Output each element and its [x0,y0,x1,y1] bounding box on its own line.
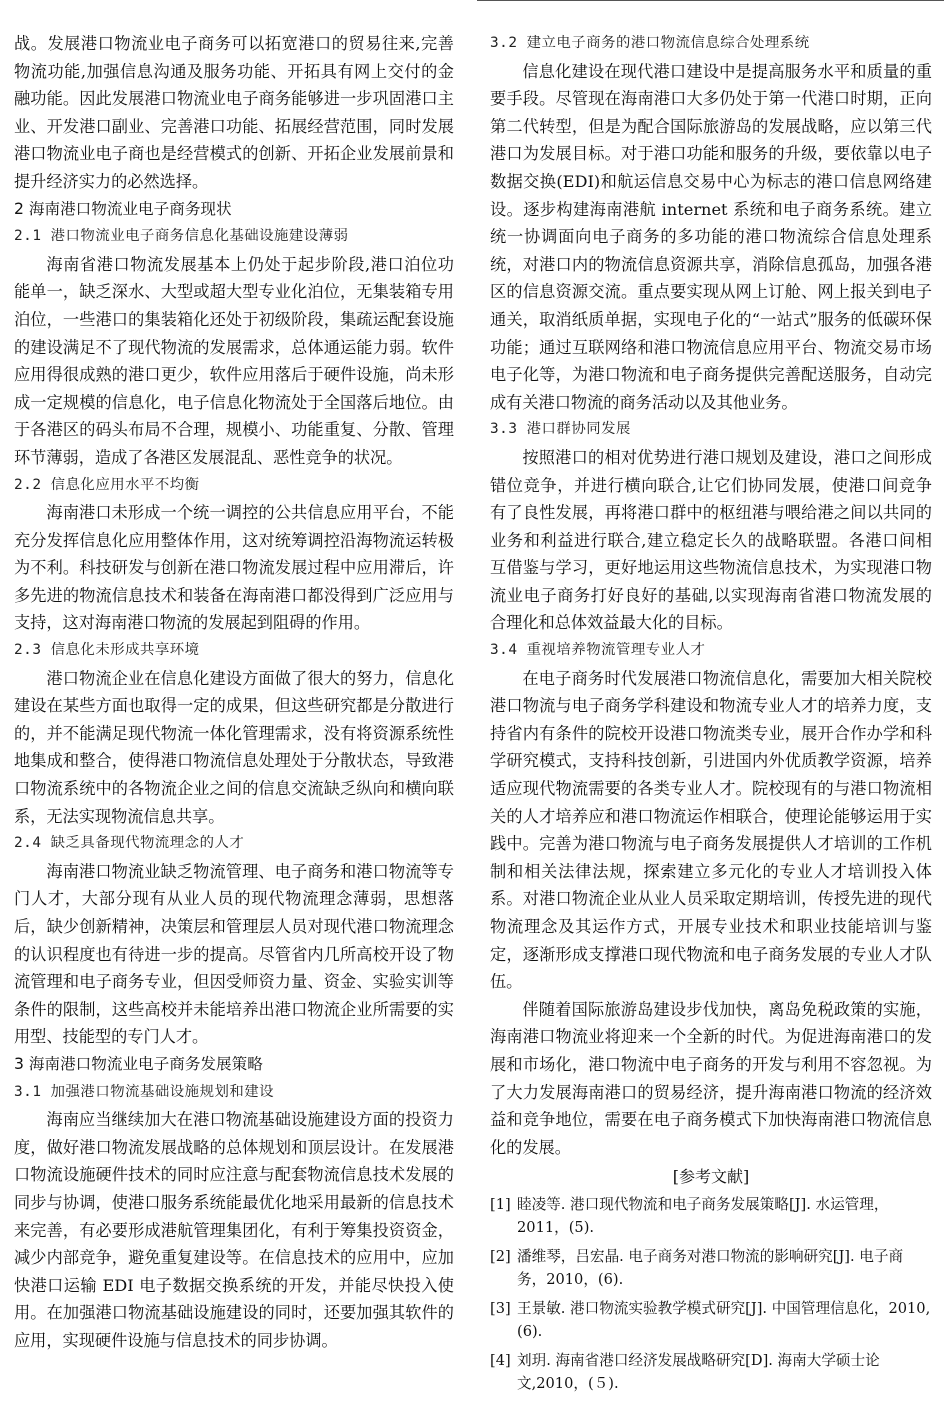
reference-number: [4] [490,1351,511,1369]
reference-text: 睦凌等. 港口现代物流和电子商务发展策略[J]. 水运管理，2011，(5). [517,1195,889,1236]
subsection-heading: 2.4 缺乏具备现代物流理念的人才 [14,835,245,852]
reference-item [490,1297,932,1343]
body-paragraph: 海南港口未形成一个统一调控的公共信息应用平台，不能充分发挥信息化应用整体作用，这对统筹调控沿海物流运转极为不利。科技研发与创新在港口物流发展过程中应用滞后，许多先进的物流信息技术和装备在海南港口都没得到广泛应用与支持，这对海南港口物流的发展起到阻碍的作用。 [14,503,454,633]
body-paragraph: 海南港口物流业缺乏物流管理、电子商务和港口物流等专门人才，大部分现有从业人员的现代物流理念薄弱，思想落后，缺少创新精神，决策层和管理层人员对现代港口物流理念的认识程度也有待进一步的提高。尽管省内几所高校开设了物流管理和电子商务专业，但因受师资力量、资金、实验实训等条件的限制，这些高校并未能培养出港口物流企业所需要的实用型、技能型的专门人才。 [14,861,454,1047]
reference-text: 王景敏. 港口物流实验教学模式研究[J]. 中国管理信息化，2010,(6). [517,1299,931,1340]
reference-item [490,1245,932,1291]
body-paragraph: 战。发展港口物流业电子商务可以拓宽港口的贸易往来,完善物流功能,加强信息沟通及服务功能、开拓具有网上交付的金融功能。因此发展港口物流业电子商务能够进一步巩固港口主业、开发港口副业、完善港口功能、拓展经营范围，同时发展港口物流业电子商也是经营模式的创新、开拓企业发展前景和提升经济实力的必然选择。 [14,34,454,191]
section-heading: 2 海南港口物流业电子商务现状 [14,199,232,218]
reference-item [490,1193,932,1239]
references-title: [参考文献] [672,1167,750,1187]
subsection-heading: 2.1 港口物流业电子商务信息化基础设施建设薄弱 [14,228,349,245]
right-column [490,30,932,1401]
subsection-heading: 2.3 信息化未形成共享环境 [14,642,200,659]
section-heading: 3 海南港口物流业电子商务发展策略 [14,1054,263,1073]
right-column-body [490,30,932,1161]
subsection-heading: 3.3 港口群协同发展 [490,421,631,438]
references-list [490,1193,932,1395]
left-column [14,30,454,1355]
reference-item [490,1349,932,1395]
body-paragraph: 海南省港口物流发展基本上仍处于起步阶段,港口泊位功能单一，缺乏深水、大型或超大型专业化泊位，无集装箱专用泊位，一些港口的集装箱化还处于初级阶段，集疏运配套设施的建设满足不了现代物流的发展需求，总体通运能力弱。软件应用得很成熟的港口更少，软件应用落后于硬件设施，尚未形成一定规模的信息化，电子信息化物流处于全国落后地位。由于各港区的码头布局不合理，规模小、功能重复、分散、管理环节薄弱，造成了各港区发展混乱、恶性竞争的状况。 [14,254,454,467]
subsection-heading: 2.2 信息化应用水平不均衡 [14,476,200,493]
reference-number: [2] [490,1247,511,1265]
body-paragraph: 在电子商务时代发展港口物流信息化，需要加大相关院校港口物流与电子商务学科建设和物流专业人才的培养力度，支持省内有条件的院校开设港口物流类专业，展开合作办学和科学研究模式，支持科技创新，引进国内外优质教学资源，培养适应现代物流需要的各类专业人才。院校现有的与港口物流相关的人才培养应和港口物流运作相联合，使理论能够运用于实践中。完善为港口物流与电子商务发展提供人才培训的工作机制和相关法律法规，探索建立多元化的专业人才培训投入体系。对港口物流企业从业人员采取定期培训，传授先进的现代物流理念及其运作方式，开展专业技术和职业技能培训与鉴定，逐渐形成支撑港口现代物流和电子商务发展的专业人才队伍。 [490,668,932,992]
reference-text: 潘维琴，吕宏晶. 电子商务对港口物流的影响研究[J]. 电子商务，2010，(6). [517,1247,904,1288]
reference-text: 刘玥. 海南省港口经济发展战略研究[D]. 海南大学硕士论文,2010，(５). [517,1351,880,1392]
body-paragraph: 按照港口的相对优势进行港口规划及建设，港口之间形成错位竞争，并进行横向联合,让它们协同发展，使港口间竞争有了良性发展，再将港口群中的枢纽港与喂给港之间以共同的业务和利益进行联合,建立稳定长久的战略联盟。各港口间相互借鉴与学习，更好地运用这些物流信息技术，为实现港口物流业电子商务打好良好的基础,以实现海南省港口物流发展的合理化和总体效益最大化的目标。 [490,447,932,633]
subsection-heading: 3.2 建立电子商务的港口物流信息综合处理系统 [490,35,810,51]
reference-number: [1] [490,1195,511,1213]
subsection-heading: 3.1 加强港口物流基础设施规划和建设 [14,1083,275,1100]
body-paragraph: 伴随着国际旅游岛建设步伐加快，离岛免税政策的实施，海南港口物流业将迎来一个全新的时代。为促进海南港口的发展和市场化，港口物流中电子商务的开发与利用不容忽视。为了大力发展海南港口的贸易经济，提升海南港口物流的经济效益和竞争地位，需要在电子商务模式下加快海南港口物流信息化的发展。 [490,999,932,1157]
body-paragraph: 港口物流企业在信息化建设方面做了很大的努力，信息化建设在某些方面也取得一定的成果，但这些研究都是分散进行的，并不能满足现代物流一体化管理需求，没有将资源系统性地集成和整合，使得港口物流信息处理处于分散状态，导致港口物流系统中的各物流企业之间的信息交流缺乏纵向和横向联系，无法实现物流信息共享。 [14,668,454,826]
body-paragraph: 海南应当继续加大在港口物流基础设施建设方面的投资力度，做好港口物流发展战略的总体规划和顶层设计。在发展港口物流设施硬件技术的同时应注意与配套物流信息技术发展的同步与协调，使港口服务系统能最优化地采用最新的信息技术来完善，有必要形成港航管理集团化，有利于筹集投资资金，减少内部竞争，避免重复建设等。在信息技术的应用中，应加快港口运输 EDI 电子数据交换系统的开发，并能尽快投入使用。在加强港口物流基础设施建设的同时，还要加强其软件的应用，实现硬件设施与信息技术的同步协调。 [14,1110,454,1350]
header-rule [477,0,944,1]
subsection-heading: 3.4 重视培养物流管理专业人才 [490,642,706,659]
body-paragraph: 信息化建设在现代港口建设中是提高服务水平和质量的重要手段。尽管现在海南港口大多仍处于第一代港口时期，正向第二代转型，但是为配合国际旅游岛的发展战略，应以第三代港口为发展目标。对于港口功能和服务的升级，要依靠以电子数据交换(EDI)和航运信息交易中心为标志的港口信息网络建设。逐步构建海南港航 internet 系统和电子商务系统。建立统一协调面向电子商务的多功能的港口物流综合信息处理系统，对港口内的物流信息资源共享，消除信息孤岛，加强各港区的信息资源交流。重点要实现从网上订舱、网上报关到电子通关，取消纸质单据，实现电子化的“一站式”服务的低碳环保功能；通过互联网络和港口物流信息应用平台、物流交易市场电子化等，为港口物流和电子商务提供完善配送服务，自动完成有关港口物流的商务活动以及其他业务。 [490,61,932,412]
reference-number: [3] [490,1299,511,1317]
